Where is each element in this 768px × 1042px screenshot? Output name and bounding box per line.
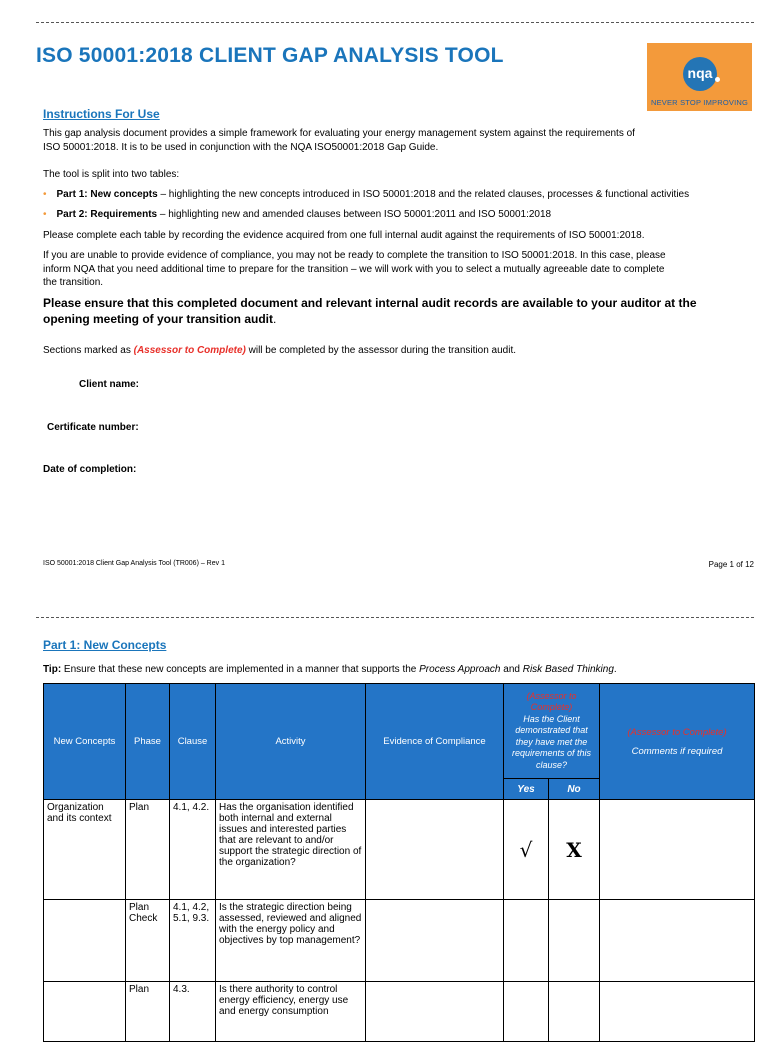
date-of-completion-label: Date of completion: (43, 464, 137, 475)
bullet-part1-text: – highlighting the new concepts introduced in ISO 50001:2018 and the related clauses, processes & functional activities (157, 189, 690, 200)
logo-dot (715, 77, 720, 82)
cell-comments[interactable] (600, 900, 755, 982)
sections-pre: Sections marked as (43, 345, 134, 356)
bullet-part2 (43, 209, 551, 220)
cell-phase: Plan Check (126, 900, 170, 982)
bullet-icon: • (43, 209, 47, 220)
footer-doc-id: ISO 50001:2018 Client Gap Analysis Tool (TR006) – Rev 1 (43, 560, 225, 567)
assessor-tag: (Assessor to Complete) (133, 345, 246, 356)
header-evidence: Evidence of Compliance (366, 684, 504, 800)
tip-line (43, 663, 755, 677)
cell-activity: Is the strategic direction being assessed, reviewed and aligned with the energy policy and objectives by top management? (216, 900, 366, 982)
logo-tagline: NEVER STOP IMPROVING (650, 98, 749, 107)
header-demonstrated-text: Has the Client demonstrated that they have met the requirements of this clause? (511, 713, 592, 770)
unable-paragraph (43, 249, 755, 290)
document-title: ISO 50001:2018 CLIENT GAP ANALYSIS TOOL (36, 44, 504, 67)
table-row (44, 800, 755, 900)
bullet-part1-bold: Part 1: New concepts (56, 189, 158, 200)
cell-phase: Plan (126, 800, 170, 900)
footer-page-number: Page 1 of 12 (708, 560, 754, 569)
tip-label: Tip: (43, 664, 62, 675)
header-new-concepts: New Concepts (44, 684, 126, 800)
logo-mark: nqa (683, 57, 717, 91)
cell-phase: Plan (126, 982, 170, 1042)
part1-heading[interactable]: Part 1: New Concepts (43, 638, 167, 652)
cell-evidence[interactable] (366, 800, 504, 900)
split-text: The tool is split into two tables: (43, 169, 180, 180)
cell-comments[interactable] (600, 982, 755, 1042)
header-phase: Phase (126, 684, 170, 800)
cell-evidence[interactable] (366, 900, 504, 982)
cell-comments[interactable] (600, 800, 755, 900)
tip-and: and (500, 664, 523, 675)
bullet-icon: • (43, 189, 47, 200)
certificate-number-label: Certificate number: (47, 422, 139, 433)
cross-mark[interactable]: X (549, 800, 600, 900)
cell-no[interactable] (549, 982, 600, 1042)
table-header-row (44, 684, 755, 779)
intro-line-1: This gap analysis document provides a simple framework for evaluating your energy management system against the requirements of (43, 128, 635, 139)
ensure-line-1: Please ensure that this completed document and relevant internal audit records are available to your auditor at the (43, 296, 697, 310)
cell-concept (44, 900, 126, 982)
header-no: No (549, 779, 600, 800)
bullet-part1 (43, 189, 689, 200)
client-name-label: Client name: (79, 379, 140, 390)
header-demonstrated (504, 684, 600, 779)
unable-line-2: inform NQA that you need additional time to prepare for the transition – we will work with you to select a mutually agreeable date to complete (43, 263, 665, 275)
cell-clause: 4.1, 4.2. (170, 800, 216, 900)
ensure-period: . (273, 312, 277, 326)
header-yes: Yes (504, 779, 549, 800)
cell-evidence[interactable] (366, 982, 504, 1042)
sections-post: will be completed by the assessor during the transition audit. (245, 345, 517, 356)
header-assessor-tag-2: (Assessor to Complete) (627, 726, 727, 738)
tip-text: Ensure that these new concepts are implemented in a manner that supports the (61, 664, 420, 675)
cell-yes[interactable] (504, 982, 549, 1042)
page-separator-top (36, 22, 754, 23)
cell-no[interactable] (549, 900, 600, 982)
header-comments-text: Comments if required (631, 745, 723, 757)
header-clause: Clause (170, 684, 216, 800)
intro-paragraph (43, 127, 755, 154)
cell-activity: Has the organisation identified both internal and external issues and interested parties that are relevant to and/or support the strategic direction of the organization? (216, 800, 366, 900)
header-assessor-tag: (Assessor to Complete) (526, 690, 577, 713)
tip-process-approach: Process Approach (419, 664, 501, 675)
cell-concept: Organization and its context (44, 800, 126, 900)
cell-clause: 4.1, 4.2, 5.1, 9.3. (170, 900, 216, 982)
header-activity: Activity (216, 684, 366, 800)
page-separator (36, 617, 754, 618)
intro-line-2: ISO 50001:2018. It is to be used in conjunction with the NQA ISO50001:2018 Gap Guide. (43, 141, 439, 153)
cell-clause: 4.3. (170, 982, 216, 1042)
header-comments (600, 684, 755, 800)
tip-risk-based: Risk Based Thinking (522, 664, 614, 675)
sections-note (43, 344, 755, 358)
ensure-line-2: opening meeting of your transition audit (43, 312, 273, 326)
unable-line-3: the transition. (43, 277, 104, 288)
complete-text: Please complete each table by recording the evidence acquired from one full internal audit against the requirements of ISO 50001:2018. (43, 230, 645, 241)
nqa-logo (647, 43, 752, 111)
cell-concept (44, 982, 126, 1042)
bullet-part2-text: – highlighting new and amended clauses between ISO 50001:2011 and ISO 50001:2018 (157, 209, 552, 220)
ensure-note (43, 295, 743, 327)
cell-yes[interactable] (504, 900, 549, 982)
tip-end: . (613, 664, 617, 675)
instructions-heading[interactable]: Instructions For Use (43, 107, 160, 121)
table-row (44, 982, 755, 1042)
new-concepts-table (43, 683, 755, 1042)
check-mark[interactable]: √ (504, 800, 549, 900)
unable-line-1: If you are unable to provide evidence of compliance, you may not be ready to complete the transition to ISO 50001:2018. In this case, please (43, 250, 666, 261)
cell-activity: Is there authority to control energy efficiency, energy use and energy consumption (216, 982, 366, 1042)
table-row (44, 900, 755, 982)
bullet-part2-bold: Part 2: Requirements (56, 209, 158, 220)
